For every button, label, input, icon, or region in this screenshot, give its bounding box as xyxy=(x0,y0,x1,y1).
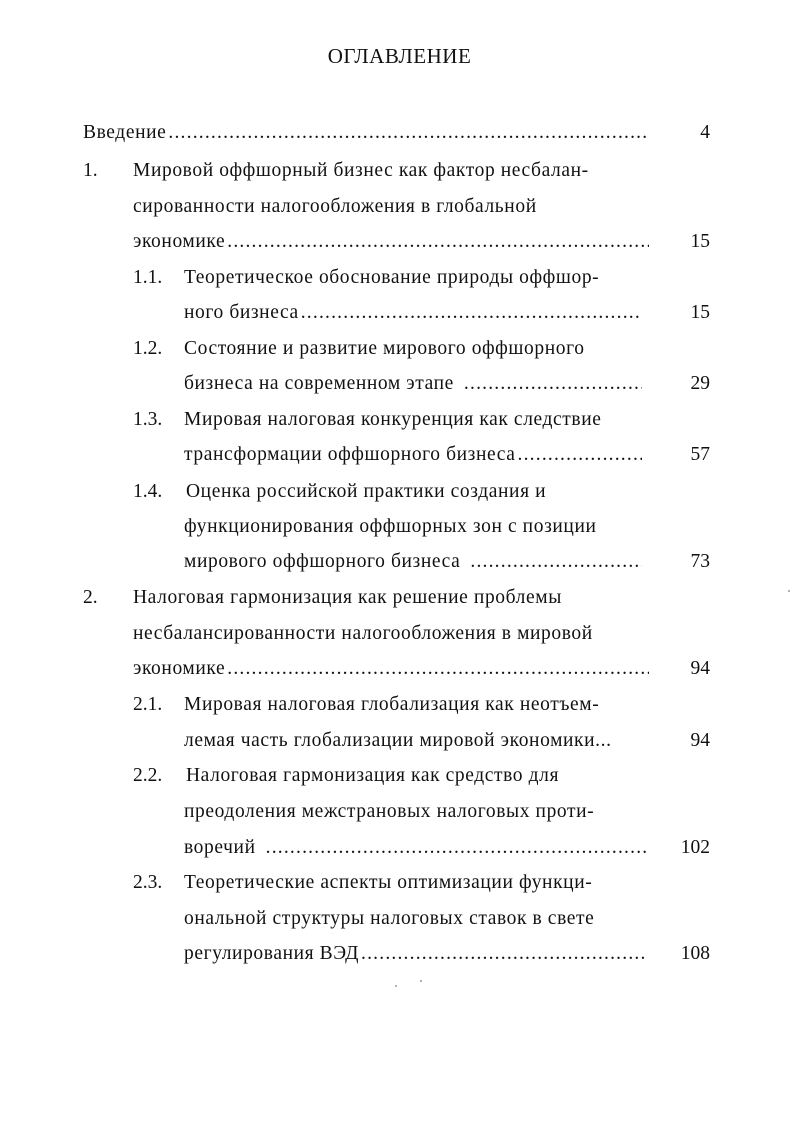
toc-entry-intro xyxy=(83,119,649,147)
toc-entry-text: экономике xyxy=(133,231,226,252)
leader-dots xyxy=(361,940,644,968)
toc-line xyxy=(184,299,642,327)
section-number: 2.3. xyxy=(133,872,163,893)
toc-line xyxy=(184,548,642,576)
toc-line: Налоговая гармонизация как средство для xyxy=(186,765,560,786)
leader-dots xyxy=(168,119,649,147)
toc-line: Теоретическое обоснование природы оффшор- xyxy=(184,267,600,288)
toc-entry-text: регулирования ВЭД xyxy=(184,943,360,964)
toc-page-number: 94 xyxy=(690,658,710,679)
toc-line: Мировой оффшорный бизнес как фактор несбалан- xyxy=(133,160,589,181)
toc-entry-text: ного бизнеса xyxy=(184,302,299,323)
section-number: 1.1. xyxy=(133,267,163,288)
toc-line: Теоретические аспекты оптимизации функци- xyxy=(184,872,593,893)
toc-page-number: 108 xyxy=(680,943,710,964)
toc-entry-text: Введение xyxy=(83,122,167,143)
leader-dots xyxy=(227,228,649,256)
toc-page-number: 94 xyxy=(690,730,710,751)
toc-line: ональной структуры налоговых ставок в свете xyxy=(184,908,595,929)
scan-speck xyxy=(788,590,790,592)
section-number: 1.3. xyxy=(133,409,163,430)
leader-dots xyxy=(227,655,649,683)
toc-line: преодоления межстрановых налоговых проти- xyxy=(184,801,595,822)
chapter-number: 2. xyxy=(83,587,98,608)
toc-line xyxy=(133,228,649,256)
toc-entry-text: воречий xyxy=(184,837,256,858)
toc-line xyxy=(133,655,649,683)
toc-page-number: 29 xyxy=(690,373,710,394)
toc-line: сированности налогообложения в глобальной xyxy=(133,196,537,217)
toc-entry-text: экономике xyxy=(133,658,226,679)
leader-dots xyxy=(266,834,646,862)
toc-entry-text: мирового оффшорного бизнеса xyxy=(184,551,461,572)
toc-line: несбалансированности налогообложения в мировой xyxy=(133,623,593,644)
toc-line xyxy=(184,370,642,398)
leader-dots xyxy=(470,548,642,576)
toc-line: Мировая налоговая конкуренция как следствие xyxy=(184,409,602,430)
toc-line xyxy=(184,834,646,862)
section-number: 1.4. xyxy=(133,481,163,502)
toc-page-number: 15 xyxy=(690,302,710,323)
chapter-number: 1. xyxy=(83,160,98,181)
leader-dots xyxy=(464,370,642,398)
toc-page-number: 102 xyxy=(680,837,710,858)
leader-dots xyxy=(301,299,642,327)
section-number: 2.1. xyxy=(133,694,163,715)
toc-line: лемая часть глобализации мировой экономики... xyxy=(184,730,612,751)
leader-dots xyxy=(518,441,642,469)
section-number: 1.2. xyxy=(133,338,163,359)
toc-page-number: 57 xyxy=(690,444,710,465)
toc-page-number: 73 xyxy=(690,551,710,572)
toc-page-number: 15 xyxy=(690,231,710,252)
toc-entry-text: трансформации оффшорного бизнеса xyxy=(184,444,516,465)
toc-line: Налоговая гармонизация как решение проблемы xyxy=(133,587,562,608)
toc-line: Состояние и развитие мирового оффшорного xyxy=(184,338,585,359)
toc-line xyxy=(184,441,642,469)
toc-line: Оценка российской практики создания и xyxy=(186,481,547,502)
scan-speck xyxy=(420,980,422,982)
scan-speck xyxy=(395,985,397,987)
toc-line xyxy=(184,940,644,968)
toc-line: функционирования оффшорных зон с позиции xyxy=(184,516,597,537)
toc-page-number: 4 xyxy=(700,122,710,143)
toc-line: Мировая налоговая глобализация как неотъем- xyxy=(184,694,600,715)
toc-entry-text: бизнеса на современном этапе xyxy=(184,373,454,394)
section-number: 2.2. xyxy=(133,765,163,786)
toc-title: ОГЛАВЛЕНИЕ xyxy=(327,44,472,68)
